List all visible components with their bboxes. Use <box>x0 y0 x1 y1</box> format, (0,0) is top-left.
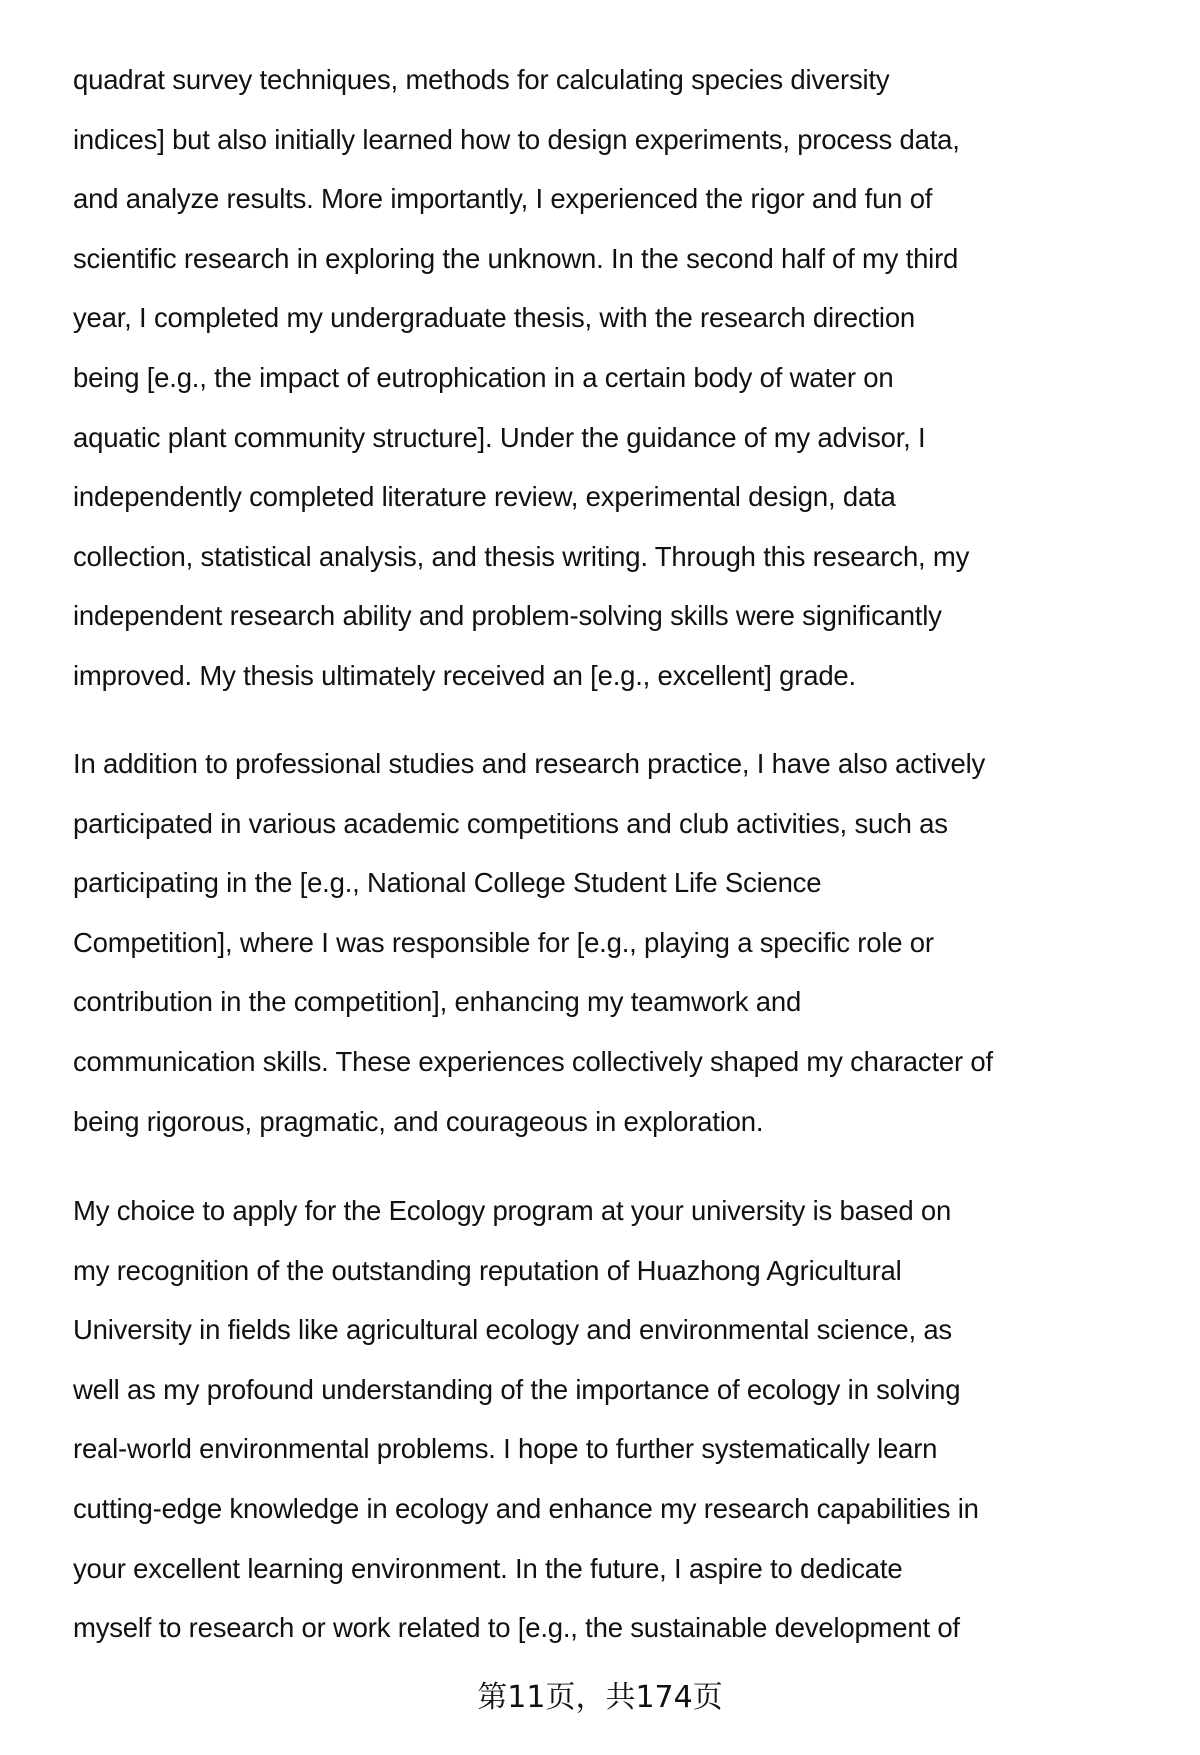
text-line: year, I completed my undergraduate thesis, with the research direction <box>73 302 916 334</box>
text-line: quadrat survey techniques, methods for calculating species diversity <box>73 64 890 95</box>
text-line: cutting-edge knowledge in ecology and enhance my research capabilities in <box>73 1492 979 1524</box>
text-line: collection, statistical analysis, and thesis writing. Through this research, my <box>73 540 970 572</box>
text-line: participated in various academic competitions and club activities, such as <box>73 807 948 839</box>
text-line: aquatic plant community structure]. Under the guidance of my advisor, I <box>73 421 926 453</box>
text-line: Competition], where I was responsible for [e.g., playing a specific role or <box>73 926 934 958</box>
text-line: improved. My thesis ultimately received an [e.g., excellent] grade. <box>73 659 856 691</box>
text-line: independent research ability and problem-solving skills were significantly <box>73 600 942 632</box>
text-line: well as my profound understanding of the importance of ecology in solving <box>73 1373 961 1405</box>
text-line: being [e.g., the impact of eutrophication in a certain body of water on <box>73 361 894 393</box>
text-line: scientific research in exploring the unknown. In the second half of my third <box>73 242 959 274</box>
text-line: being rigorous, pragmatic, and courageous in exploration. <box>73 1105 764 1137</box>
page-number: 第11页，共174页 <box>477 1680 723 1715</box>
text-line: participating in the [e.g., National College Student Life Science <box>73 867 822 899</box>
text-line: communication skills. These experiences collectively shaped my character of <box>73 1045 993 1077</box>
text-line: your excellent learning environment. In the future, I aspire to dedicate <box>73 1552 903 1584</box>
text-line: independently completed literature review, experimental design, data <box>73 481 896 513</box>
text-line: myself to research or work related to [e.g., the sustainable development of <box>73 1612 960 1644</box>
paragraph-motivation <box>73 1181 1173 1658</box>
text-line: In addition to professional studies and research practice, I have also actively <box>73 748 986 779</box>
text-line: My choice to apply for the Ecology program at your university is based on <box>73 1195 952 1226</box>
text-line: contribution in the competition], enhancing my teamwork and <box>73 986 802 1018</box>
text-line: real-world environmental problems. I hope to further systematically learn <box>73 1433 938 1465</box>
paragraph-activities <box>73 734 1173 1151</box>
paragraph-research-experience <box>73 50 1173 706</box>
text-line: my recognition of the outstanding reputation of Huazhong Agricultural <box>73 1254 902 1286</box>
text-line: and analyze results. More importantly, I experienced the rigor and fun of <box>73 183 933 215</box>
text-line: University in fields like agricultural ecology and environmental science, as <box>73 1314 952 1346</box>
text-line: indices] but also initially learned how to design experiments, process data, <box>73 123 960 155</box>
